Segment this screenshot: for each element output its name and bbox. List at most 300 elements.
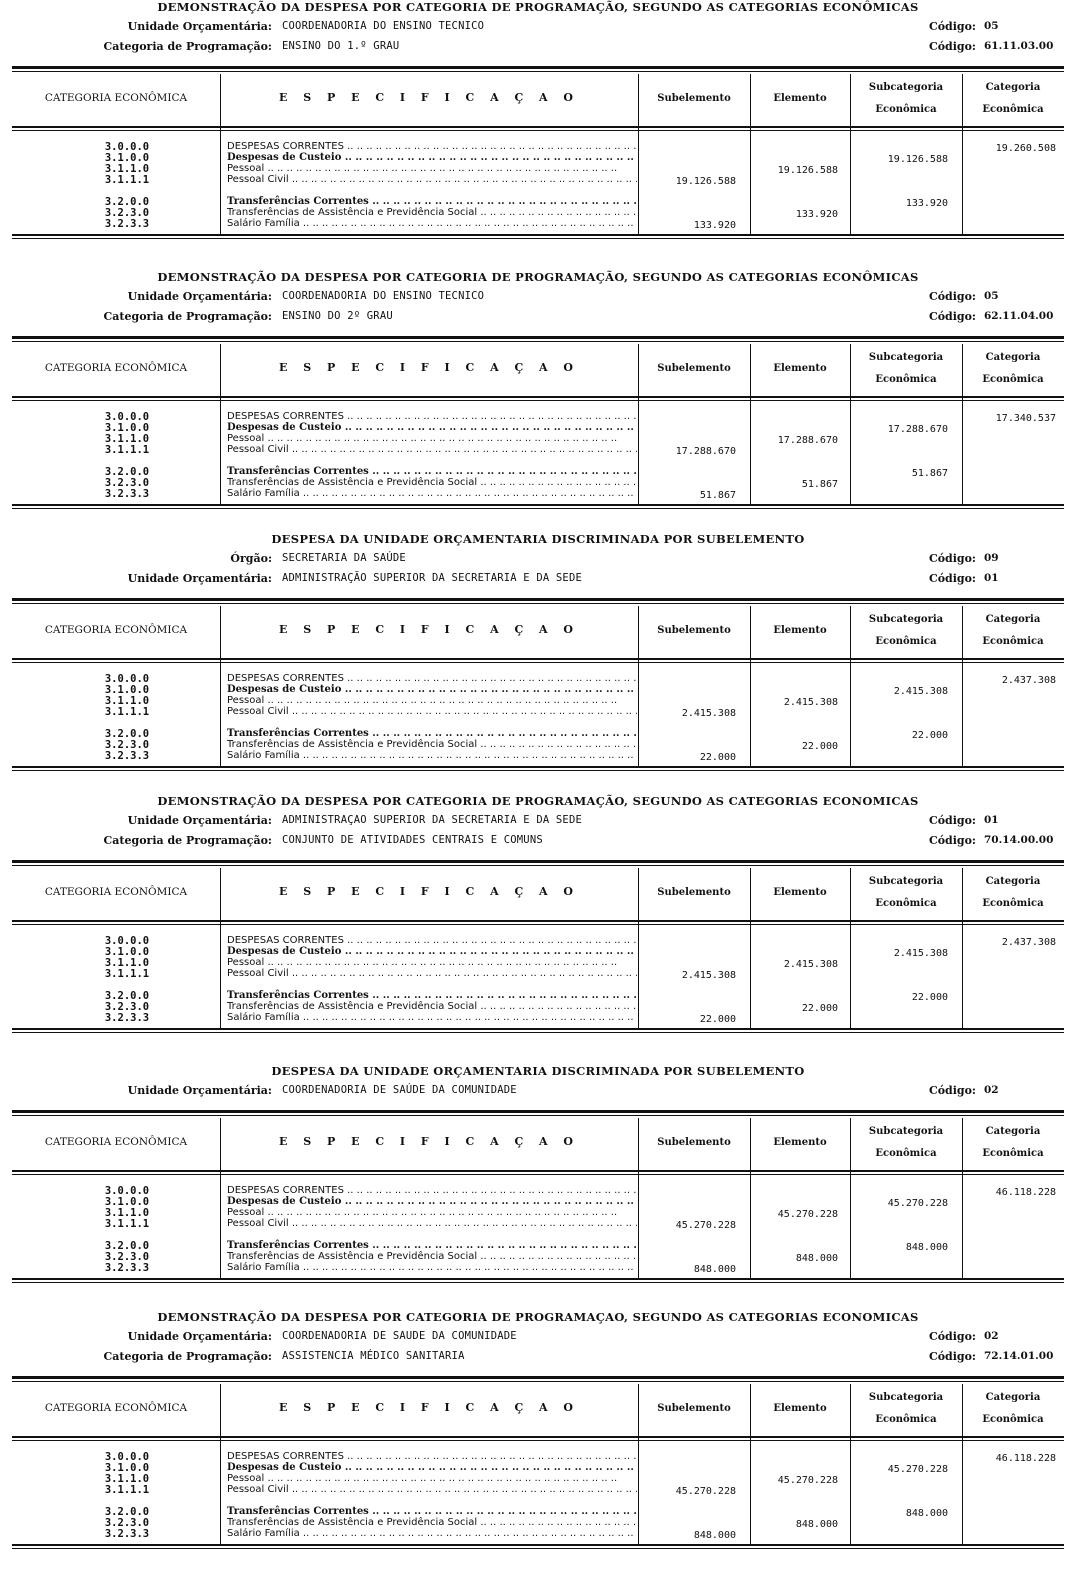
subelemento-value: 848.000 <box>693 1264 736 1275</box>
table-top-rule-thin <box>12 865 1064 866</box>
header-categoria: Categoria <box>985 352 1041 363</box>
column-divider <box>962 1118 963 1278</box>
header-especificacao: E S P E C I F I C A Ç A O <box>279 1135 579 1148</box>
row-gap <box>227 1495 637 1506</box>
spec-item: Pessoal Civil .. .. <box>227 444 637 455</box>
code-cell: 3.0.0.0 <box>104 935 150 947</box>
code-cell: 3.2.3.0 <box>104 739 150 751</box>
code-cell: 3.1.0.0 <box>104 684 150 696</box>
table-top-rule <box>12 1376 1064 1379</box>
code-cell: 3.2.0.0 <box>104 466 150 478</box>
meta-label: Categoria de Programação: <box>103 1350 272 1363</box>
table-top-rule <box>12 860 1064 863</box>
subcategoria-value: 45.270.228 <box>887 1464 948 1475</box>
spec-item: Pessoal .. .. <box>227 957 637 968</box>
header-subcategoria: Subcategoria <box>868 614 944 625</box>
subcategoria-value: 51.867 <box>911 468 948 479</box>
code-value: 01 <box>984 572 999 584</box>
meta-value: COORDENADORIA DO ENSINO TECNICO <box>282 290 485 302</box>
header-subcategoria-economica: Econômica <box>875 1148 937 1159</box>
spec-item: Pessoal Civil .. .. <box>227 174 637 185</box>
header-elemento: Elemento <box>773 363 827 374</box>
code-cell: 3.1.1.1 <box>104 1484 150 1496</box>
header-subcategoria: Subcategoria <box>868 352 944 363</box>
elemento-value: 848.000 <box>795 1519 838 1530</box>
spec-item: DESPESAS CORRENTES .. .. <box>227 411 637 422</box>
economic-codes <box>72 1452 182 1540</box>
header-categoria-economica-col: Econômica <box>982 1414 1044 1425</box>
code-label: Código: <box>928 40 976 53</box>
spec-item: Transferências Correntes .. .. <box>227 990 637 1001</box>
code-cell: 3.2.3.0 <box>104 1001 150 1013</box>
spec-item: Despesas de Custeio .. .. <box>227 422 637 433</box>
section-title: DEMONSTRAÇÃO DA DESPESA POR CATEGORIA DE PROGRAMAÇÃO, SEGUNDO AS CATEGORIAS ECONÔMICAS <box>157 0 919 14</box>
column-divider <box>850 344 851 504</box>
column-divider <box>962 344 963 504</box>
header-subcategoria-economica: Econômica <box>875 898 937 909</box>
code-cell: 3.0.0.0 <box>104 141 150 153</box>
spec-item: DESPESAS CORRENTES .. .. <box>227 141 637 152</box>
meta-label: Unidade Orçamentária: <box>127 1330 272 1343</box>
header-bottom-rule-thin <box>12 1174 1064 1175</box>
code-cell: 3.1.1.0 <box>104 695 150 707</box>
elemento-value: 45.270.228 <box>777 1209 838 1220</box>
column-divider <box>962 868 963 1028</box>
code-cell: 3.1.1.1 <box>104 444 150 456</box>
header-elemento: Elemento <box>773 93 827 104</box>
categoria-value: 2.437.308 <box>1001 675 1056 686</box>
header-categoria-economica: CATEGORIA ECONÔMICA <box>44 1136 188 1148</box>
meta-row <box>12 834 1064 850</box>
code-cell: 3.1.1.1 <box>104 1218 150 1230</box>
table-bottom-rule-thin <box>12 238 1064 239</box>
table-bottom-rule <box>12 766 1064 768</box>
meta-value: ASSISTENCIA MÉDICO SANITARIA <box>282 1350 465 1362</box>
spec-item: Pessoal .. .. <box>227 433 637 444</box>
spec-item: Salário Família .. .. <box>227 1528 637 1539</box>
meta-label: Órgão: <box>230 552 272 565</box>
table-top-rule-thin <box>12 1381 1064 1382</box>
code-label: Código: <box>928 310 976 323</box>
table-bottom-rule <box>12 1028 1064 1030</box>
categoria-value: 46.118.228 <box>995 1453 1056 1464</box>
code-cell: 3.2.3.3 <box>104 218 150 230</box>
header-subcategoria-economica: Econômica <box>875 1414 937 1425</box>
specification-list <box>227 935 637 1023</box>
header-bottom-rule-thin <box>12 924 1064 925</box>
subcategoria-value: 848.000 <box>905 1242 948 1253</box>
code-label: Código: <box>928 814 976 827</box>
code-cell: 3.2.0.0 <box>104 196 150 208</box>
code-cell: 3.2.3.0 <box>104 207 150 219</box>
header-bottom-rule <box>12 920 1064 922</box>
meta-row <box>12 552 1064 568</box>
header-elemento: Elemento <box>773 887 827 898</box>
code-label: Código: <box>928 1084 976 1097</box>
code-cell: 3.2.3.3 <box>104 488 150 500</box>
subcategoria-value: 133.920 <box>905 198 948 209</box>
spec-item: Pessoal .. .. <box>227 163 637 174</box>
header-bottom-rule <box>12 126 1064 128</box>
meta-label: Unidade Orçamentária: <box>127 572 272 585</box>
categoria-value: 19.260.508 <box>995 143 1056 154</box>
header-subelemento: Subelemento <box>657 625 731 636</box>
code-cell: 3.0.0.0 <box>104 1451 150 1463</box>
economic-codes <box>72 936 182 1024</box>
report-section <box>12 1310 1064 1570</box>
meta-row <box>12 1350 1064 1366</box>
spec-item: Pessoal Civil .. .. <box>227 1484 637 1495</box>
specification-list <box>227 1185 637 1273</box>
spec-item: DESPESAS CORRENTES .. .. <box>227 935 637 946</box>
meta-label: Unidade Orçamentária: <box>127 1084 272 1097</box>
spec-item: Pessoal Civil .. .. <box>227 1218 637 1229</box>
spec-item: Pessoal Civil .. .. <box>227 968 637 979</box>
meta-row <box>12 40 1064 56</box>
elemento-value: 848.000 <box>795 1253 838 1264</box>
header-subelemento: Subelemento <box>657 1137 731 1148</box>
table-top-rule-thin <box>12 603 1064 604</box>
elemento-value: 22.000 <box>801 1003 838 1014</box>
subelemento-value: 45.270.228 <box>675 1486 736 1497</box>
meta-row <box>12 814 1064 830</box>
budget-table <box>12 1376 1064 1566</box>
code-cell: 3.2.3.3 <box>104 1012 150 1024</box>
header-especificacao: E S P E C I F I C A Ç A O <box>279 885 579 898</box>
meta-value: ENSINO DO 2º GRAU <box>282 310 393 322</box>
meta-label: Categoria de Programação: <box>103 310 272 323</box>
subelemento-value: 17.288.670 <box>675 446 736 457</box>
economic-codes <box>72 142 182 230</box>
meta-row <box>12 20 1064 36</box>
code-cell: 3.2.3.0 <box>104 1251 150 1263</box>
header-bottom-rule-thin <box>12 400 1064 401</box>
row-gap <box>227 979 637 990</box>
spec-item: Transferências de Assistência e Previdência Social .. .. <box>227 739 637 750</box>
code-cell: 3.2.0.0 <box>104 1506 150 1518</box>
header-subelemento: Subelemento <box>657 93 731 104</box>
code-cell: 3.2.3.0 <box>104 477 150 489</box>
table-bottom-rule <box>12 1544 1064 1546</box>
code-label: Código: <box>928 552 976 565</box>
section-title: DESPESA DA UNIDADE ORÇAMENTARIA DISCRIMINADA POR SUBELEMENTO <box>271 1064 805 1078</box>
subcategoria-value: 2.415.308 <box>893 686 948 697</box>
code-label: Código: <box>928 572 976 585</box>
row-gap <box>227 717 637 728</box>
spec-item: Transferências Correntes .. .. <box>227 1240 637 1251</box>
spec-item: Pessoal .. .. <box>227 1207 637 1218</box>
meta-label: Categoria de Programação: <box>103 40 272 53</box>
table-top-rule-thin <box>12 341 1064 342</box>
code-value: 05 <box>984 290 999 302</box>
spec-item: Transferências de Assistência e Previdência Social .. .. <box>227 1251 637 1262</box>
header-categoria: Categoria <box>985 876 1041 887</box>
meta-value: COORDENADORIA DE SAÚDE DA COMUNIDADE <box>282 1084 517 1096</box>
code-value: 62.11.04.00 <box>984 310 1054 322</box>
header-categoria-economica-col: Econômica <box>982 898 1044 909</box>
report-section <box>12 1064 1064 1324</box>
header-bottom-rule-thin <box>12 1440 1064 1441</box>
subelemento-value: 133.920 <box>693 220 736 231</box>
meta-row <box>12 572 1064 588</box>
spec-item: Despesas de Custeio .. .. <box>227 684 637 695</box>
header-subcategoria: Subcategoria <box>868 1126 944 1137</box>
code-cell: 3.0.0.0 <box>104 673 150 685</box>
header-subelemento: Subelemento <box>657 887 731 898</box>
budget-table <box>12 336 1064 526</box>
header-especificacao: E S P E C I F I C A Ç A O <box>279 91 579 104</box>
column-divider <box>850 1384 851 1544</box>
table-bottom-rule <box>12 504 1064 506</box>
code-label: Código: <box>928 834 976 847</box>
table-bottom-rule-thin <box>12 1282 1064 1283</box>
spec-item: Transferências Correntes .. .. <box>227 196 637 207</box>
table-top-rule <box>12 66 1064 69</box>
code-value: 01 <box>984 814 999 826</box>
header-bottom-rule-thin <box>12 662 1064 663</box>
code-value: 09 <box>984 552 999 564</box>
spec-item: Pessoal .. .. <box>227 695 637 706</box>
spec-item: Transferências Correntes .. .. <box>227 466 637 477</box>
code-cell: 3.1.1.1 <box>104 706 150 718</box>
subcategoria-value: 19.126.588 <box>887 154 948 165</box>
column-divider <box>850 74 851 234</box>
header-elemento: Elemento <box>773 1137 827 1148</box>
header-subelemento: Subelemento <box>657 363 731 374</box>
code-value: 61.11.03.00 <box>984 40 1054 52</box>
header-bottom-rule <box>12 658 1064 660</box>
code-cell: 3.2.0.0 <box>104 728 150 740</box>
meta-label: Unidade Orçamentária: <box>127 814 272 827</box>
spec-item: Transferências de Assistência e Previdência Social .. .. <box>227 477 637 488</box>
code-cell: 3.0.0.0 <box>104 411 150 423</box>
header-categoria-economica: CATEGORIA ECONÔMICA <box>44 624 188 636</box>
elemento-value: 45.270.228 <box>777 1475 838 1486</box>
budget-table <box>12 860 1064 1050</box>
report-section <box>12 270 1064 530</box>
code-cell: 3.1.0.0 <box>104 946 150 958</box>
subelemento-value: 22.000 <box>699 752 736 763</box>
code-cell: 3.1.1.0 <box>104 433 150 445</box>
spec-item: Transferências Correntes .. .. <box>227 728 637 739</box>
meta-value: CONJUNTO DE ATIVIDADES CENTRAIS E COMUNS <box>282 834 543 846</box>
spec-item: Despesas de Custeio .. .. <box>227 946 637 957</box>
code-value: 70.14.00.00 <box>984 834 1054 846</box>
report-section <box>12 0 1064 260</box>
code-cell: 3.2.3.3 <box>104 750 150 762</box>
header-categoria-economica: CATEGORIA ECONÔMICA <box>44 1402 188 1414</box>
table-top-rule <box>12 336 1064 339</box>
elemento-value: 2.415.308 <box>783 697 838 708</box>
code-cell: 3.1.1.0 <box>104 957 150 969</box>
meta-value: ADMINISTRAÇAO SUPERIOR DA SECRETARIA E DA SEDE <box>282 814 582 826</box>
spec-item: Salário Família .. .. <box>227 750 637 761</box>
meta-label: Unidade Orçamentária: <box>127 290 272 303</box>
table-top-rule-thin <box>12 1115 1064 1116</box>
spec-item: Despesas de Custeio .. .. <box>227 1196 637 1207</box>
table-bottom-rule-thin <box>12 508 1064 509</box>
specification-list <box>227 141 637 229</box>
header-bottom-rule <box>12 396 1064 398</box>
elemento-value: 133.920 <box>795 209 838 220</box>
section-title: DEMONSTRAÇÃO DA DESPESA POR CATEGORIA DE PROGRAMAÇÃO, SEGUNDO AS CATEGORIAS ECONOMICAS <box>157 794 919 808</box>
meta-row <box>12 310 1064 326</box>
subcategoria-value: 22.000 <box>911 730 948 741</box>
table-top-rule <box>12 1110 1064 1113</box>
meta-value: ENSINO DO 1.º GRAU <box>282 40 400 52</box>
budget-table <box>12 66 1064 256</box>
economic-codes <box>72 1186 182 1274</box>
header-categoria-economica-col: Econômica <box>982 374 1044 385</box>
header-subelemento: Subelemento <box>657 1403 731 1414</box>
subelemento-value: 45.270.228 <box>675 1220 736 1231</box>
code-cell: 3.1.0.0 <box>104 1196 150 1208</box>
code-cell: 3.1.0.0 <box>104 152 150 164</box>
subcategoria-value: 22.000 <box>911 992 948 1003</box>
specification-list <box>227 673 637 761</box>
code-cell: 3.1.1.0 <box>104 163 150 175</box>
elemento-value: 2.415.308 <box>783 959 838 970</box>
meta-value: ADMINISTRAÇÃO SUPERIOR DA SECRETARIA E DA SEDE <box>282 572 582 584</box>
header-bottom-rule <box>12 1170 1064 1172</box>
specification-list <box>227 411 637 499</box>
code-cell: 3.2.0.0 <box>104 1240 150 1252</box>
meta-label: Categoria de Programação: <box>103 834 272 847</box>
elemento-value: 51.867 <box>801 479 838 490</box>
categoria-value: 46.118.228 <box>995 1187 1056 1198</box>
code-label: Código: <box>928 20 976 33</box>
column-divider <box>850 1118 851 1278</box>
header-subcategoria: Subcategoria <box>868 82 944 93</box>
code-value: 02 <box>984 1330 999 1342</box>
spec-item: Transferências Correntes .. .. <box>227 1506 637 1517</box>
header-especificacao: E S P E C I F I C A Ç A O <box>279 1401 579 1414</box>
header-subcategoria-economica: Econômica <box>875 374 937 385</box>
code-value: 72.14.01.00 <box>984 1350 1054 1362</box>
budget-table <box>12 1110 1064 1300</box>
header-subcategoria-economica: Econômica <box>875 104 937 115</box>
subelemento-value: 2.415.308 <box>681 970 736 981</box>
subelemento-value: 22.000 <box>699 1014 736 1025</box>
code-label: Código: <box>928 290 976 303</box>
code-cell: 3.1.0.0 <box>104 422 150 434</box>
spec-item: Transferências de Assistência e Previdência Social .. .. <box>227 207 637 218</box>
code-cell: 3.1.1.1 <box>104 174 150 186</box>
header-especificacao: E S P E C I F I C A Ç A O <box>279 623 579 636</box>
header-categoria-economica: CATEGORIA ECONÔMICA <box>44 362 188 374</box>
row-gap <box>227 455 637 466</box>
spec-item: Salário Família .. .. <box>227 1012 637 1023</box>
subcategoria-value: 17.288.670 <box>887 424 948 435</box>
header-subcategoria: Subcategoria <box>868 876 944 887</box>
header-categoria: Categoria <box>985 1126 1041 1137</box>
table-bottom-rule-thin <box>12 1032 1064 1033</box>
table-top-rule-thin <box>12 71 1064 72</box>
code-cell: 3.2.0.0 <box>104 990 150 1002</box>
header-categoria-economica-col: Econômica <box>982 104 1044 115</box>
report-section <box>12 794 1064 1054</box>
meta-label: Unidade Orçamentária: <box>127 20 272 33</box>
code-cell: 3.2.3.0 <box>104 1517 150 1529</box>
specification-list <box>227 1451 637 1539</box>
subcategoria-value: 45.270.228 <box>887 1198 948 1209</box>
section-title: DESPESA DA UNIDADE ORÇAMENTARIA DISCRIMINADA POR SUBELEMENTO <box>271 532 805 546</box>
meta-value: COORDENADORIA DE SAUDE DA COMUNIDADE <box>282 1330 517 1342</box>
header-subcategoria-economica: Econômica <box>875 636 937 647</box>
column-divider <box>850 606 851 766</box>
table-top-rule <box>12 598 1064 601</box>
header-categoria-economica-col: Econômica <box>982 1148 1044 1159</box>
categoria-value: 2.437.308 <box>1001 937 1056 948</box>
economic-codes <box>72 674 182 762</box>
code-value: 02 <box>984 1084 999 1096</box>
header-bottom-rule <box>12 1436 1064 1438</box>
code-value: 05 <box>984 20 999 32</box>
code-cell: 3.1.1.0 <box>104 1207 150 1219</box>
header-elemento: Elemento <box>773 1403 827 1414</box>
table-bottom-rule-thin <box>12 770 1064 771</box>
header-categoria: Categoria <box>985 82 1041 93</box>
column-divider <box>962 606 963 766</box>
report-section <box>12 532 1064 792</box>
header-bottom-rule-thin <box>12 130 1064 131</box>
spec-item: Transferências de Assistência e Previdência Social .. .. <box>227 1517 637 1528</box>
spec-item: Despesas de Custeio .. .. <box>227 152 637 163</box>
column-divider <box>962 74 963 234</box>
header-categoria-economica: CATEGORIA ECONÔMICA <box>44 886 188 898</box>
spec-item: Pessoal .. .. <box>227 1473 637 1484</box>
budget-table <box>12 598 1064 788</box>
column-divider <box>962 1384 963 1544</box>
spec-item: Salário Família .. .. <box>227 218 637 229</box>
code-cell: 3.2.3.3 <box>104 1528 150 1540</box>
code-label: Código: <box>928 1350 976 1363</box>
row-gap <box>227 185 637 196</box>
meta-row <box>12 290 1064 306</box>
elemento-value: 19.126.588 <box>777 165 838 176</box>
subcategoria-value: 848.000 <box>905 1508 948 1519</box>
header-categoria-economica-col: Econômica <box>982 636 1044 647</box>
spec-item: Salário Família .. .. <box>227 1262 637 1273</box>
header-categoria: Categoria <box>985 1392 1041 1403</box>
subelemento-value: 848.000 <box>693 1530 736 1541</box>
meta-row <box>12 1330 1064 1346</box>
code-cell: 3.2.3.3 <box>104 1262 150 1274</box>
meta-row <box>12 1084 1064 1100</box>
header-especificacao: E S P E C I F I C A Ç A O <box>279 361 579 374</box>
table-bottom-rule-thin <box>12 1548 1064 1549</box>
elemento-value: 22.000 <box>801 741 838 752</box>
spec-item: DESPESAS CORRENTES .. .. <box>227 1185 637 1196</box>
header-categoria-economica: CATEGORIA ECONÔMICA <box>44 92 188 104</box>
code-cell: 3.0.0.0 <box>104 1185 150 1197</box>
subcategoria-value: 2.415.308 <box>893 948 948 959</box>
spec-item: DESPESAS CORRENTES .. .. <box>227 1451 637 1462</box>
meta-value: SECRETARIA DA SAÚDE <box>282 552 406 564</box>
meta-value: COORDENADORIA DO ENSINO TECNICO <box>282 20 485 32</box>
elemento-value: 17.288.670 <box>777 435 838 446</box>
subelemento-value: 2.415.308 <box>681 708 736 719</box>
section-title: DEMONSTRAÇÃO DA DESPESA POR CATEGORIA DE PROGRAMAÇAO, SEGUNDO AS CATEGORIAS ECONOMICAS <box>157 1310 919 1324</box>
table-bottom-rule <box>12 1278 1064 1280</box>
header-categoria: Categoria <box>985 614 1041 625</box>
code-cell: 3.1.1.0 <box>104 1473 150 1485</box>
header-subcategoria: Subcategoria <box>868 1392 944 1403</box>
economic-codes <box>72 412 182 500</box>
column-divider <box>850 868 851 1028</box>
subelemento-value: 19.126.588 <box>675 176 736 187</box>
row-gap <box>227 1229 637 1240</box>
